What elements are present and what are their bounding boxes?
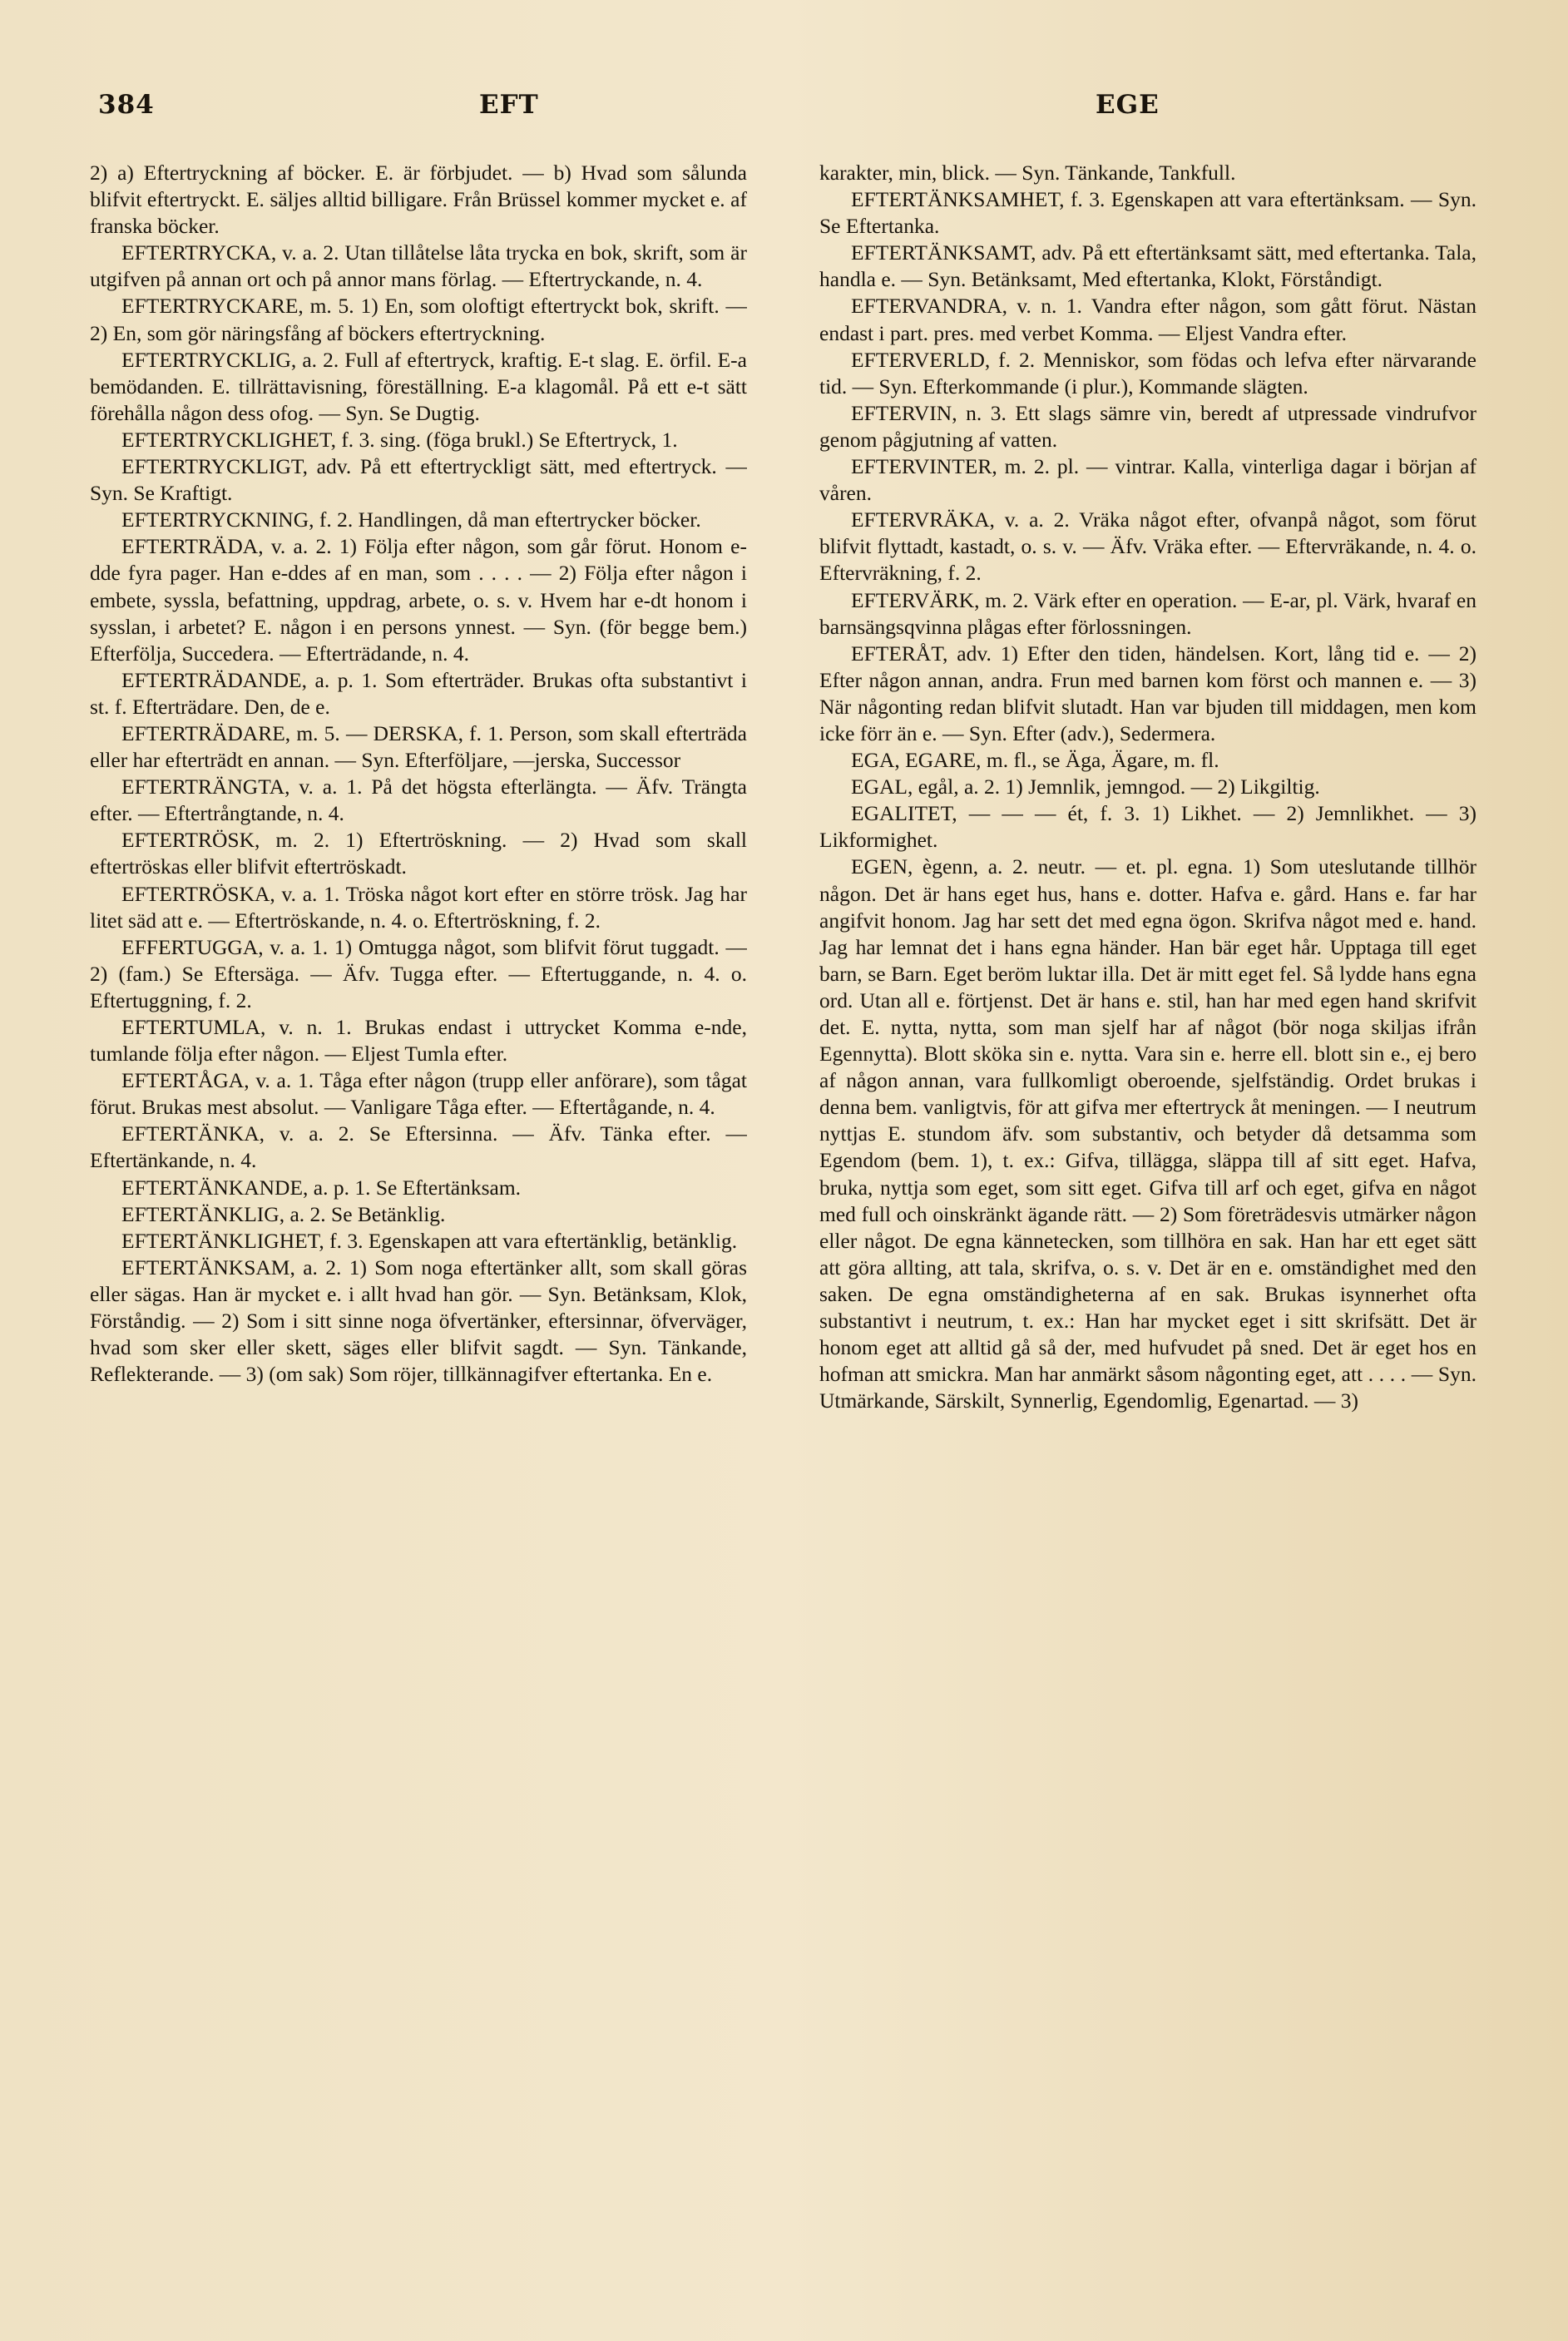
dictionary-entry: EFTERTÄNKSAMT, adv. På ett eftertänksamt sätt, med eftertanka. Tala, handla e. — Syn. Betänksamt, Med eftertanka, Klokt, Förståndigt.: [819, 240, 1476, 292]
dictionary-entry: EFTERÅT, adv. 1) Efter den tiden, händelsen. Kort, lång tid e. — 2) Efter någon annan, andra. Frun med barnen kom först och mannen e. — 3) När någonting redan blifvit slutadt. Han var bjuden till middagen, men kom icke förr än e. — Syn. Efter (adv.), Sedermera.: [819, 641, 1476, 745]
dictionary-entry: EFTERVANDRA, v. n. 1. Vandra efter någon, som gått förut. Nästan endast i part. pres. med verbet Komma. — Eljest Vandra efter.: [819, 294, 1476, 345]
dictionary-entry: EGAL, egål, a. 2. 1) Jemnlik, jemngod. — 2) Likgiltig.: [851, 775, 1320, 799]
dictionary-entry: EFTERTRÄDANDE, a. p. 1. Som efterträder. Brukas ofta substantivt i st. f. Efterträdare. Den, de e.: [90, 667, 747, 719]
page-number: 384: [98, 90, 155, 120]
dictionary-entry: EFTERTRYCKA, v. a. 2. Utan tillåtelse låta trycka en bok, skrift, som är utgifven på annan ort och på annor mans förlag. — Eftertryckande, n. 4.: [90, 240, 747, 292]
dictionary-entry: EFTERTÅGA, v. a. 1. Tåga efter någon (trupp eller anförare), som tågat förut. Brukas mest absolut. — Vanligare Tåga efter. — Eftertågande, n. 4.: [90, 1068, 747, 1120]
right-column: [819, 160, 1476, 2314]
dictionary-entry: EFTERTRÖSK, m. 2. 1) Eftertröskning. — 2) Hvad som skall eftertröskas eller blifvit eftertröskadt.: [90, 828, 747, 879]
dictionary-entry: EFTERVERLD, f. 2. Menniskor, som födas och lefva efter närvarande tid. — Syn. Efterkommande (i plur.), Kommande slägten.: [819, 347, 1476, 398]
dictionary-entry: EFTERTRYCKLIGHET, f. 3. sing. (föga brukl.) Se Eftertryck, 1.: [121, 427, 678, 452]
dictionary-entry: EFTERTÄNKANDE, a. p. 1. Se Eftertänksam.: [121, 1175, 522, 1200]
dictionary-entry: EGEN, ègenn, a. 2. neutr. — et. pl. egna. 1) Som uteslutande tillhör någon. Det är hans eget hus, hans e. dotter. Hafva e. gård. Hans e. far har angifvit honom. Jag har sett det med egna ögon. Skrifva något med e. hand. Jag har lemnat det i hans egna händer. Han bär eget hår. Upptaga till eget barn, se Barn. Eget beröm luktar illa. Det är mitt eget fel. Så lydde hans egna ord. Utan all e. förtjenst. Det är hans e. stil, han har med egen hand skrifvit det. E. nytta, nytta, som man sjelf har af något (bör noga skiljas ifrån Egennytta). Blott sköka sin e. nytta. Vara sin e. herre ell. blott sin e., ej bero af någon annan, vara fullkomligt oberoende, sjelfständig. Ordet brukas i denna bem. vanligtvis, för att gifva mer eftertryck åt meningen. — I neutrum nyttjas E. stundom äfv. som substantiv, och betyder då detsamma som Egendom (bem. 1), t. ex.: Gifva, tillägga, släppa till af sitt eget. Hafva, bruka, nyttja som eget, som sitt eget. Gifva till arf och eget, gifva en något med full och oinskränkt ägande rätt. — 2) Som företrädesvis utmärker någon eller något. De egna kännetecken, som tillhöra en sak. Han har ett eget sätt att göra allting, att tala, skrifva, o. s. v. Det är en e. omständighet med den saken. De egna omständigheterna af en sak. Brukas isynnerhet ofta substantivt i neutrum, t. ex.: Han har mycket eget i sitt skrifsätt. Det är honom eget att alltid gå så der, med hufvudet på sned. Det är eget hos en hofman att smickra. Man har anmärkt såsom någonting eget, att . . . . — Syn. Utmärkande, Särskilt, Synnerlig, Egendomlig, Egenartad. — 3): [819, 854, 1476, 1413]
dictionary-entry: EFTERTÄNKSAMHET, f. 3. Egenskapen att vara eftertänksam. — Syn. Se Eftertanka.: [819, 187, 1476, 239]
dictionary-entry: 2) a) Eftertryckning af böcker. E. är förbjudet. — b) Hvad som sålunda blifvit eftertryckt. E. säljes alltid billigare. Från Brüssel kommer mycket e. af franska böcker.: [90, 161, 747, 239]
dictionary-entry: EFTERTRÄDARE, m. 5. — DERSKA, f. 1. Person, som skall efterträda eller har efterträdt en annan. — Syn. Efterföljare, —jerska, Successor: [90, 720, 747, 773]
dictionary-entry: EFTERVÄRK, m. 2. Värk efter en operation. — E-ar, pl. Värk, hvaraf en barnsängsqvinna plågas efter förlossningen.: [819, 587, 1476, 639]
dictionary-entry: EFTERVRÄKA, v. a. 2. Vräka något efter, ofvanpå något, som förut blifvit flyttadt, kastadt, o. s. v. — Äfv. Vräka efter. — Eftervräkande, n. 4. o. Eftervräkning, f. 2.: [819, 507, 1476, 586]
dictionary-entry: EFTERTRYCKNING, f. 2. Handlingen, då man eftertrycker böcker.: [121, 507, 701, 532]
dictionary-entry: EFFERTUGGA, v. a. 1. 1) Omtugga något, som blifvit förut tuggadt. — 2) (fam.) Se Eftersäga. — Äfv. Tugga efter. — Eftertuggande, n. 4. o. Eftertuggning, f. 2.: [90, 934, 747, 1012]
dictionary-entry: karakter, min, blick. — Syn. Tänkande, Tankfull.: [819, 161, 1236, 185]
dictionary-entry: EGA, EGARE, m. fl., se Äga, Ägare, m. fl.: [851, 748, 1219, 773]
dictionary-entry: EFTERTÄNKLIG, a. 2. Se Betänklig.: [121, 1201, 446, 1226]
dictionary-entry: EFTERVINTER, m. 2. pl. — vintrar. Kalla, vinterliga dagar i början af våren.: [819, 454, 1476, 506]
dictionary-entry: EFTERTRYCKLIG, a. 2. Full af eftertryck, kraftig. E-t slag. E. örfil. E-a bemödanden. E. tillrättavisning, föreställning. E-a klagomål. På ett e-t sätt förehålla någon dess ofog. — Syn. Se Dugtig.: [90, 347, 747, 425]
dictionary-entry: EFTERTRYCKLIGT, adv. På ett eftertryckligt sätt, med eftertryck. — Syn. Se Kraftigt.: [90, 454, 747, 506]
dictionary-entry: EFTERTRÄNGTA, v. a. 1. På det högsta efterlängta. — Äfv. Trängta efter. — Eftertrångtande, n. 4.: [90, 775, 747, 826]
right-running-head: EGE: [1096, 90, 1160, 120]
dictionary-entry: EFTERVIN, n. 3. Ett slags sämre vin, beredt af utpressade vindrufvor genom pågjutning af vatten.: [819, 400, 1476, 452]
left-running-head: EFT: [479, 90, 539, 120]
left-column: [90, 160, 747, 2314]
dictionary-entry: EFTERTÄNKLIGHET, f. 3. Egenskapen att vara eftertänklig, betänklig.: [121, 1228, 738, 1253]
dictionary-entry: EFTERTRYCKARE, m. 5. 1) En, som oloftigt eftertryckt bok, skrift. — 2) En, som gör näringsfång af böckers eftertryckning.: [90, 294, 747, 345]
dictionary-entry: EFTERTUMLA, v. n. 1. Brukas endast i uttrycket Komma e-nde, tumlande följa efter någon. — Eljest Tumla efter.: [90, 1015, 747, 1067]
dictionary-entry: EFTERTÄNKA, v. a. 2. Se Eftersinna. — Äfv. Tänka efter. — Eftertänkande, n. 4.: [90, 1121, 747, 1173]
dictionary-entry: EFTERTRÖSKA, v. a. 1. Tröska något kort efter en större trösk. Jag har litet säd att e. — Eftertröskande, n. 4. o. Eftertröskning, f. 2.: [90, 881, 747, 933]
dictionary-entry: EFTERTRÄDA, v. a. 2. 1) Följa efter någon, som går förut. Honom e-dde fyra pager. Han e-ddes af en man, som . . . . — 2) Följa efter någon i embete, syssla, befattning, uppdrag, arbete, o. s. v. Hvem har e-dt honom i sysslan, i arbetet? E. någon i en persons ynnest. — Syn. (för begge bem.) Efterfölja, Succedera. — Efterträdande, n. 4.: [90, 534, 747, 666]
dictionary-entry: EFTERTÄNKSAM, a. 2. 1) Som noga eftertänker allt, som skall göras eller sägas. Han är mycket e. i allt hvad han gör. — Syn. Betänksam, Klok, Förståndig. — 2) Som i sitt sinne noga öfvertänker, eftersinnar, öfverväger, hvad som sker eller skett, säges eller blifvit sagdt. — Syn. Tänkande, Reflekterande. — 3) (om sak) Som röjer, tillkännagifver eftertanka. En e.: [90, 1255, 747, 1387]
dictionary-entry: EGALITET, — — — ét, f. 3. 1) Likhet. — 2) Jemnlikhet. — 3) Likformighet.: [819, 801, 1476, 853]
